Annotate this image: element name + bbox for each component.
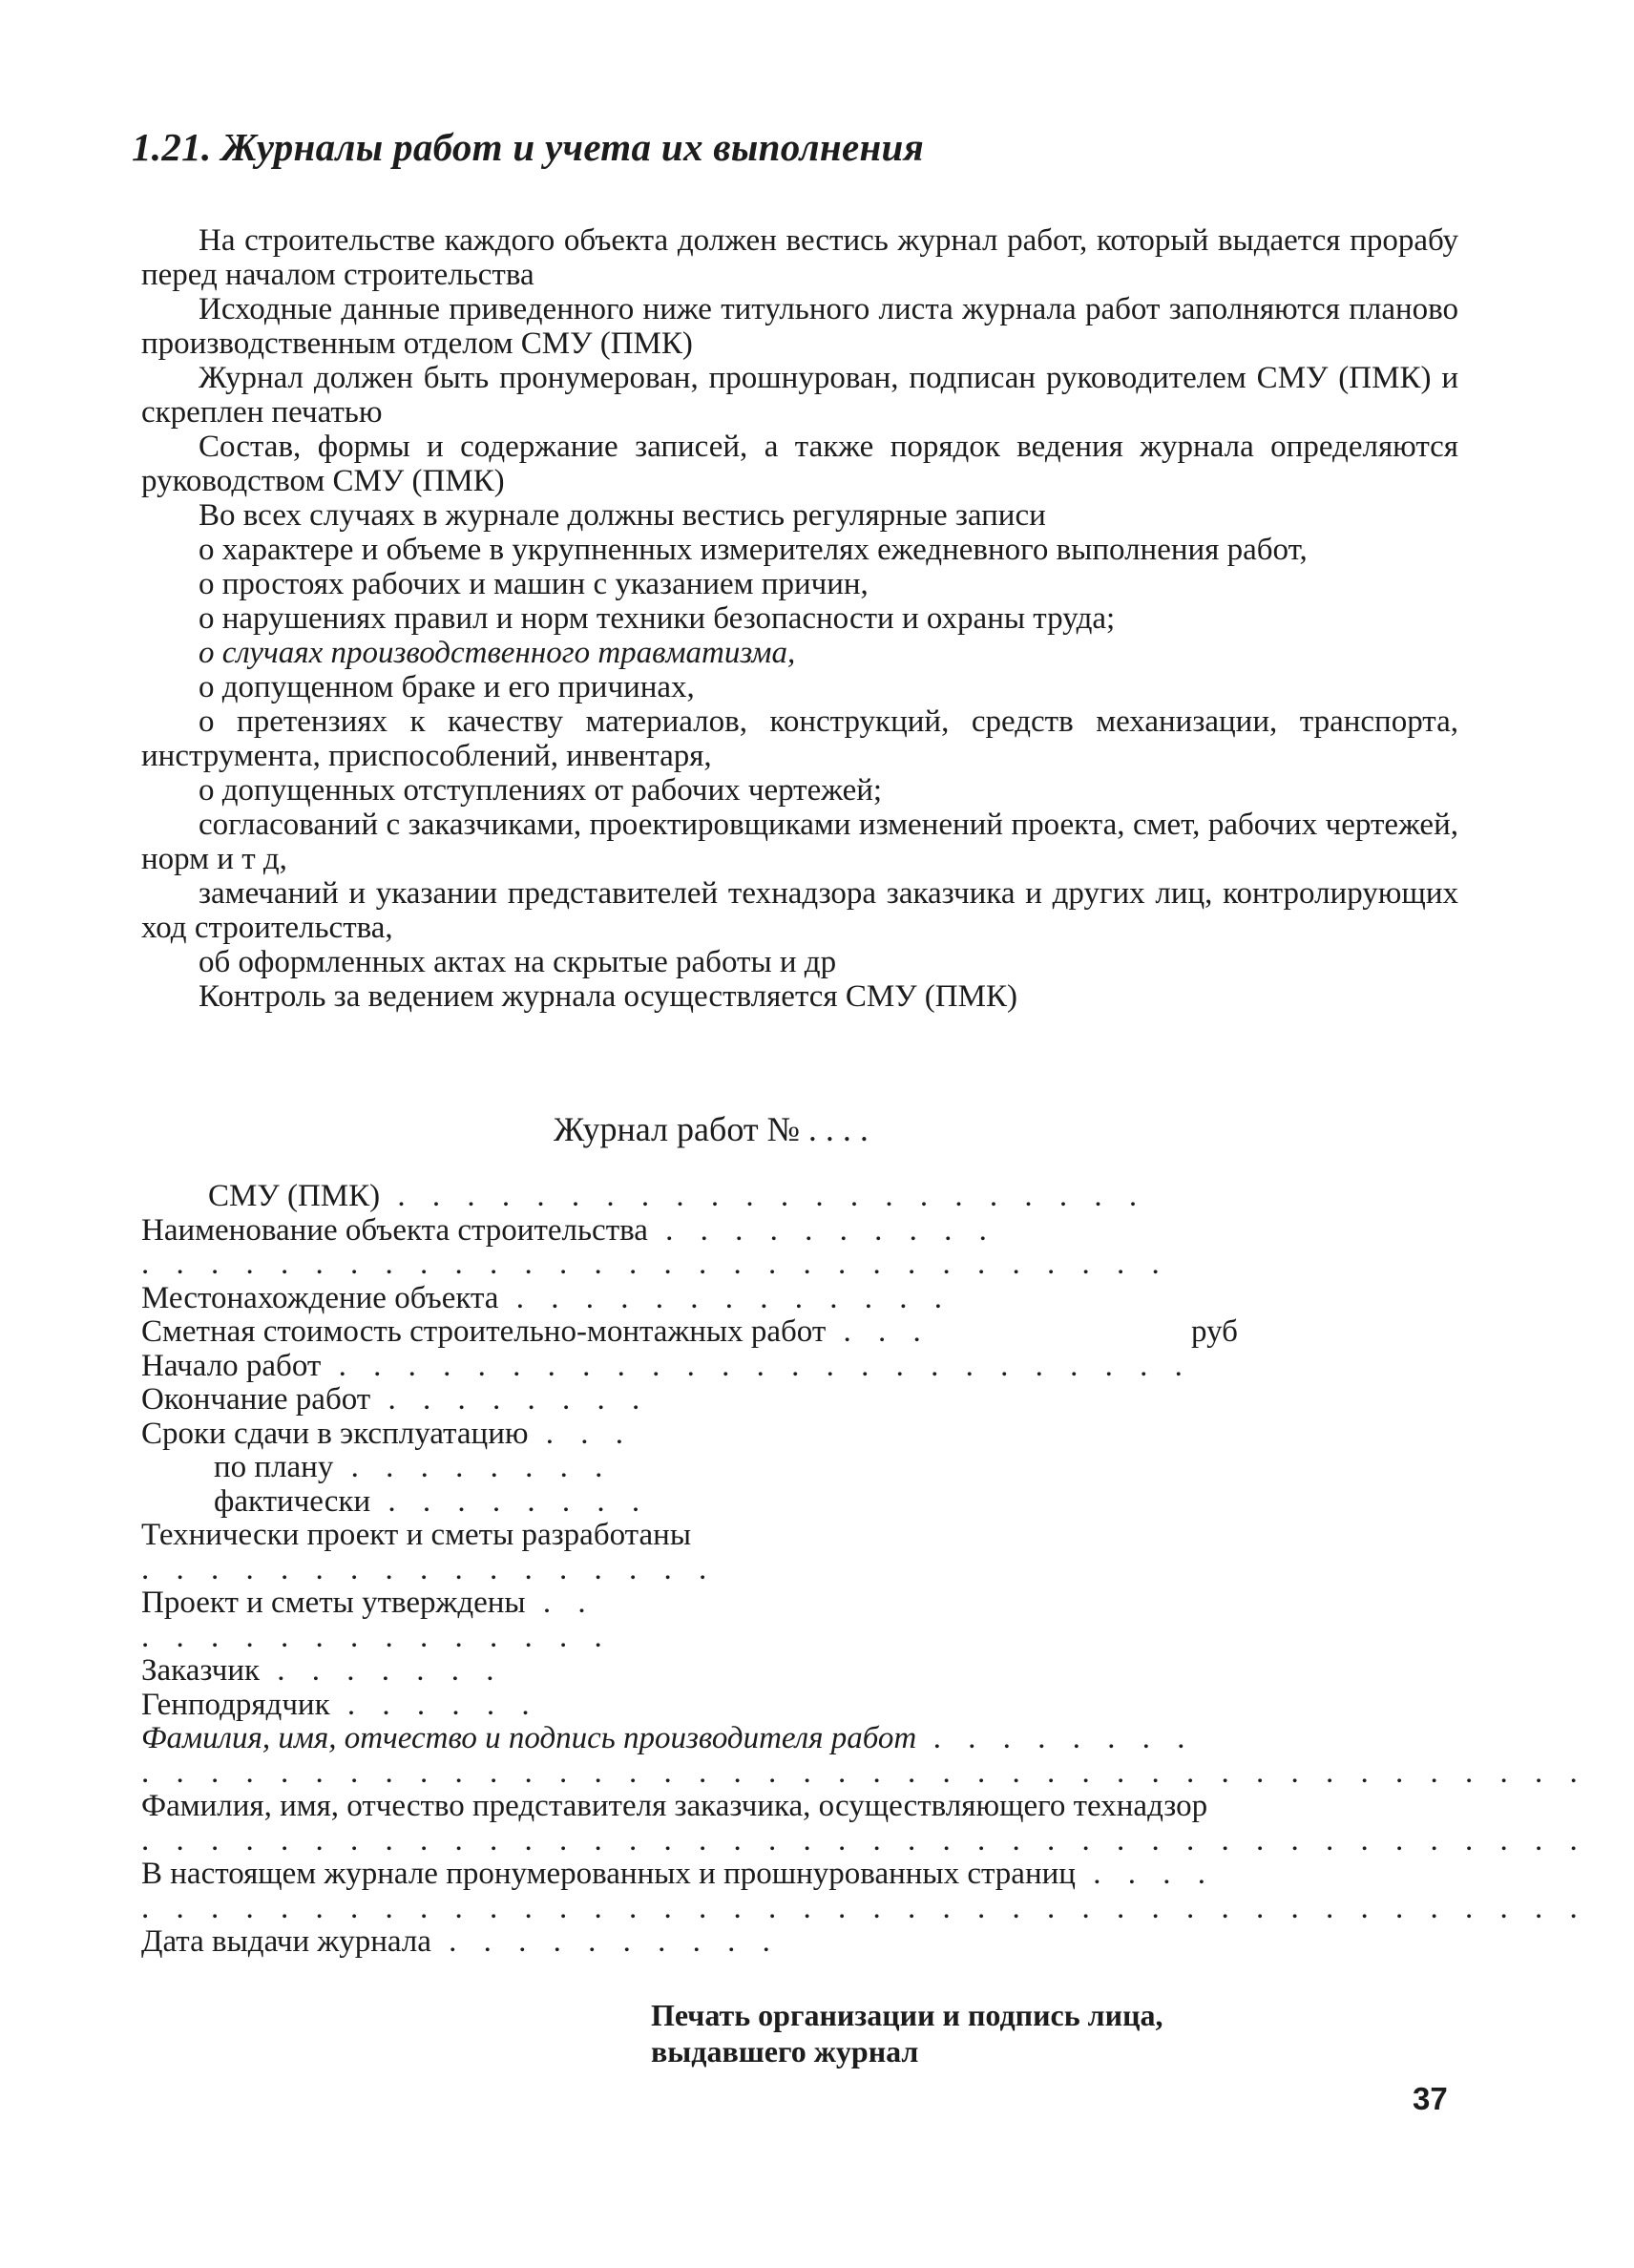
form-row-customer-rep bbox=[141, 1790, 1468, 1824]
form-label: Фамилия, имя, отчество и подпись производителя работ bbox=[141, 1721, 917, 1755]
list-item: замечаний и указании представителей технадзора заказчика и других лиц, контролирующих ход строительства, bbox=[141, 876, 1458, 945]
form-label: Местонахождение объекта bbox=[141, 1280, 499, 1315]
form-label: Начало работ bbox=[141, 1348, 322, 1383]
form-label: Окончание работ bbox=[141, 1382, 371, 1417]
form-label: Дата выдачи журнала bbox=[141, 1924, 431, 1959]
list-item: согласований с заказчиками, проектировщиками изменений проекта, смет, рабочих чертежей, норм и т д, bbox=[141, 808, 1458, 876]
list-item: о простоях рабочих и машин с указанием причин, bbox=[199, 567, 869, 601]
list-item: о допущенном браке и его причинах, bbox=[199, 670, 695, 704]
paragraph: Исходные данные приведенного ниже титульного листа журнала работ заполняются планово производственным отделом СМУ (ПМК) bbox=[141, 292, 1458, 361]
form-label: фактически bbox=[214, 1483, 371, 1519]
cost-unit: руб bbox=[1191, 1314, 1238, 1349]
form-row-actual: фактически . . . . . . . . bbox=[214, 1483, 650, 1519]
form-label: Сроки сдачи в эксплуатацию bbox=[141, 1416, 529, 1451]
form-label: Технически проект и сметы разработаны bbox=[141, 1518, 691, 1552]
form-row-pages: В настоящем журнале пронумерованных и прошнурованных страниц . . . . bbox=[141, 1857, 1215, 1891]
form-label: Фамилия, имя, отчество представителя заказчика, осуществляющего технадзор bbox=[141, 1789, 1208, 1823]
form-label: Заказчик bbox=[141, 1653, 261, 1688]
form-row-dots: . . . . . . . . . . . . . . bbox=[141, 1619, 612, 1654]
form-row-end: Окончание работ . . . . . . . . bbox=[141, 1382, 650, 1417]
list-item: о случаях производственного травматизма, bbox=[199, 636, 796, 670]
page-number: 37 bbox=[1413, 2081, 1448, 2116]
paragraph: Журнал должен быть пронумерован, прошнурован, подписан руководителем СМУ (ПМК) и скреплен печатью bbox=[141, 361, 1458, 430]
form-row-dots: . . . . . . . . . . . . . . . . . bbox=[141, 1551, 717, 1586]
form-row-dots: . . . . . . . . . . . . . . . . . . . . . . . . . . . . . . . . . . . . . . . . . . bbox=[141, 1890, 1587, 1925]
form-row-tech-project bbox=[141, 1519, 1468, 1553]
list-item: о претензиях к качеству материалов, конструкций, средств механизации, транспорта, инструмента, приспособлений, инвентаря, bbox=[141, 704, 1458, 773]
paragraph: Во всех случаях в журнале должны вестись регулярные записи bbox=[199, 498, 1046, 533]
intro-text bbox=[141, 223, 1458, 1014]
journal-title-form bbox=[141, 1179, 1587, 1960]
signature-line: выдавшего журнал bbox=[651, 2034, 919, 2068]
form-label: Наименование объекта строительства bbox=[141, 1212, 648, 1248]
form-row-cost: Сметная стоимость строительно-монтажных работ . . . руб bbox=[141, 1314, 1238, 1349]
form-label: по плану bbox=[214, 1450, 334, 1484]
form-row-contractor: Генподрядчик . . . . . . bbox=[141, 1687, 539, 1722]
form-row-manager: Фамилия, имя, отчество и подпись производителя работ . . . . . . . . bbox=[141, 1721, 1196, 1755]
form-label: Проект и сметы утверждены bbox=[141, 1586, 526, 1620]
form-row-smu: СМУ (ПМК) . . . . . . . . . . . . . . . . . . . . . . bbox=[208, 1179, 1147, 1213]
signature-block bbox=[651, 1997, 1163, 2069]
form-row-dots: . . . . . . . . . . . . . . . . . . . . . . . . . . . . . . bbox=[141, 1247, 1169, 1281]
form-label: СМУ (ПМК) bbox=[208, 1179, 381, 1213]
form-row-approved: Проект и сметы утверждены . . bbox=[141, 1586, 596, 1620]
form-row-issue-date: Дата выдачи журнала . . . . . . . . . . bbox=[141, 1924, 780, 1959]
form-label: В настоящем журнале пронумерованных и прошнурованных страниц bbox=[141, 1857, 1076, 1891]
paragraph: Контроль за ведением журнала осуществляется СМУ (ПМК) bbox=[199, 979, 1017, 1014]
form-row-dots: . . . . . . . . . . . . . . . . . . . . . . . . . . . . . . . . . . . . . . . . . . bbox=[141, 1822, 1587, 1858]
form-row-handover: Сроки сдачи в эксплуатацию . . . bbox=[141, 1416, 634, 1451]
section-heading: 1.21. Журналы работ и учета их выполнения bbox=[132, 125, 925, 169]
form-row-object: Наименование объекта строительства . . . . . . . . . . bbox=[141, 1212, 996, 1248]
list-item: о допущенных отступлениях от рабочих чертежей; bbox=[199, 773, 883, 808]
form-label: Генподрядчик bbox=[141, 1687, 330, 1722]
list-item: об оформленных актах на скрытые работы и др bbox=[199, 945, 837, 979]
journal-form-title: Журнал работ № . . . . bbox=[554, 1110, 869, 1148]
form-row-customer: Заказчик . . . . . . . bbox=[141, 1653, 504, 1688]
form-row-dots: . . . . . . . . . . . . . . . . . . . . . . . . . . . . . . . . . . . . . . . . . . bbox=[141, 1754, 1587, 1790]
form-label: Сметная стоимость строительно-монтажных работ bbox=[141, 1314, 827, 1349]
paragraph: На строительстве каждого объекта должен вестись журнал работ, который выдается прорабу перед началом строительства bbox=[141, 223, 1458, 292]
list-item: о характере и объеме в укрупненных измерителях ежедневного выполнения работ, bbox=[199, 533, 1308, 567]
list-item: о нарушениях правил и норм техники безопасности и охраны труда; bbox=[199, 601, 1116, 636]
signature-line: Печать организации и подпись лица, bbox=[651, 1998, 1163, 2032]
form-row-start: Начало работ . . . . . . . . . . . . . . . . . . . . . . . . . bbox=[141, 1348, 1192, 1383]
paragraph: Состав, формы и содержание записей, а также порядок ведения журнала определяются руководством СМУ (ПМК) bbox=[141, 430, 1458, 498]
form-row-location: Местонахождение объекта . . . . . . . . . . . . . bbox=[141, 1280, 952, 1315]
form-row-plan: по плану . . . . . . . . bbox=[214, 1450, 613, 1484]
